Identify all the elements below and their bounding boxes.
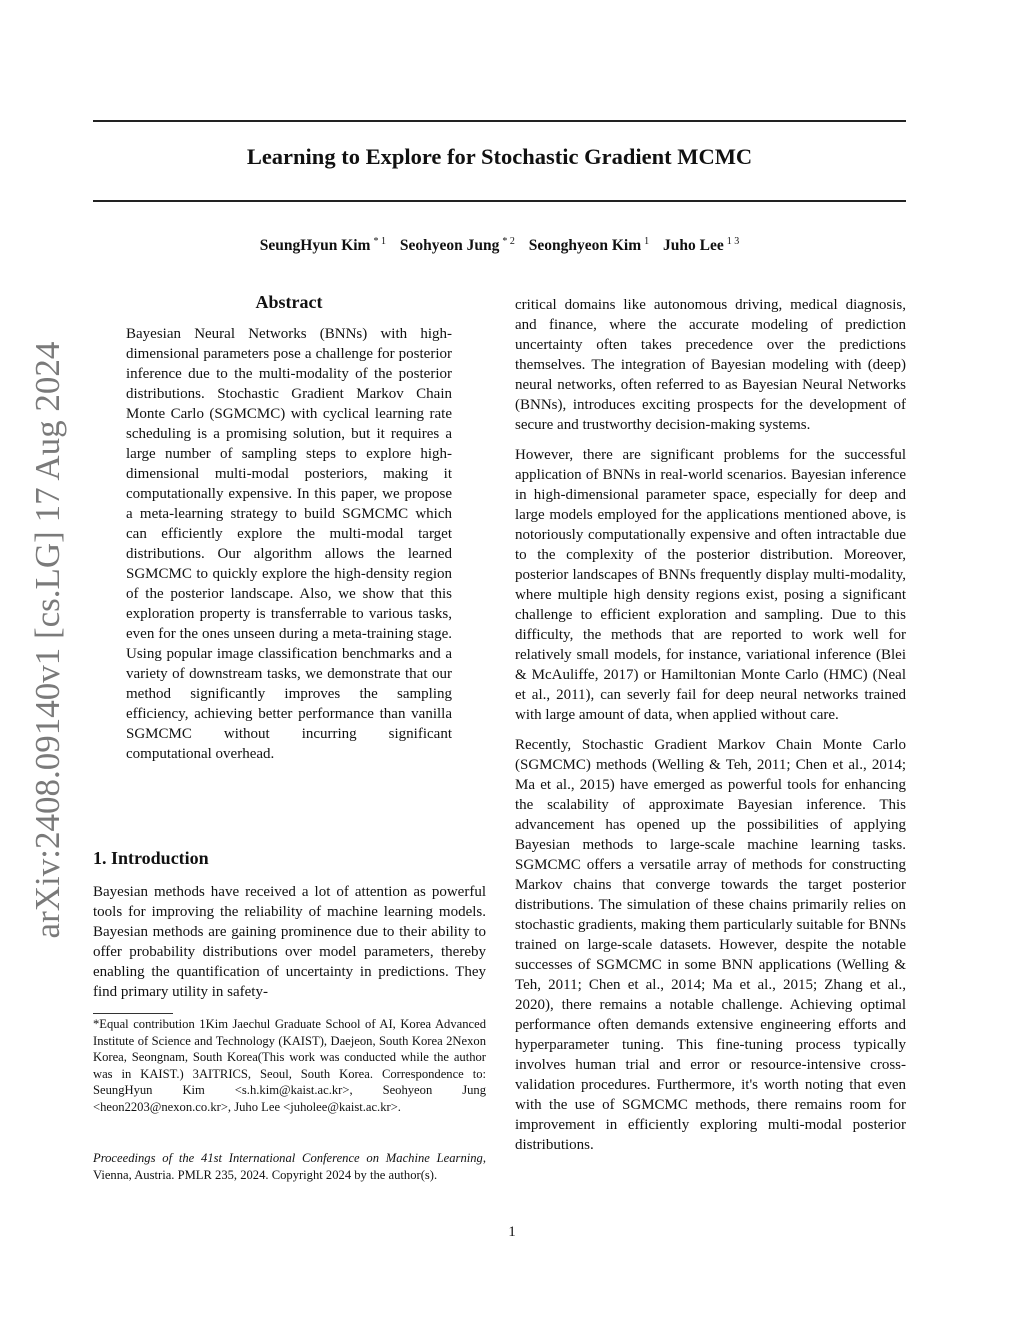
author-1: SeungHyun Kim $^{* 1}$ [259, 236, 386, 255]
proceedings-venue: Proceedings of the 41st International Conference on Machine Learning [93, 1151, 483, 1165]
top-rule [93, 120, 906, 122]
introduction-heading: 1. Introduction [93, 848, 209, 868]
right-paragraph-2: However, there are significant problems for the successful application of BNNs in real-world scenarios. Bayesian inference in high-dimensional parameter space, especially for deep and large models employed for the applications mentioned above, is notoriously computationally expensive and often intractable due to the complexity of the posterior distribution. Moreover, posterior landscapes of BNNs frequently display multi-modality, where multiple high density regions exist, posing a significant challenge to efficient exploration and sampling. Due to this difficulty, the methods that are reported to work well for relatively small models, for instance, variational inference (Blei & McAuliffe, 2017) or Hamiltonian Monte Carlo (HMC) (Neal et al., 2011), can severly fail for deep neural networks trained with large amount of data, when applied without care. [515, 447, 906, 723]
author-3: Seonghyeon Kim $^1$ [528, 236, 650, 255]
author-4: Juho Lee $^{1 3}$ [662, 236, 740, 255]
bottom-rule [93, 200, 906, 202]
paper-title: Learning to Explore for Stochastic Gradient MCMC [246, 144, 753, 169]
page-number: 1 [508, 1224, 516, 1240]
author-list [93, 236, 906, 255]
abstract-text: Bayesian Neural Networks (BNNs) with high-dimensional parameters pose a challenge for posterior inference due to the multi-modality of the posterior distributions. Stochastic Gradient Markov Chain Monte Carlo (SGMCMC) with cyclical learning rate scheduling is a promising solution, but it requires a large number of sampling steps to explore high-dimensional multi-modal posteriors, making it computationally expensive. In this paper, we propose a meta-learning strategy to build SGMCMC which can efficiently explore the multi-modal target distributions. Our algorithm allows the learned SGMCMC to quickly explore the high-density region of the posterior landscape. Also, we show that this exploration property is transferrable to various tasks, even for the ones unseen during a meta-training stage. Using popular image classification benchmarks and a variety of downstream tasks, we demonstrate that our method significantly improves the sampling efficiency, achieving better performance than vanilla SGMCMC without incurring significant computational overhead. [126, 326, 452, 762]
introduction-text: Bayesian methods have received a lot of attention as powerful tools for improving the reliability of machine learning models. Bayesian methods are gaining prominence due to their ability to offer probability distributions over model parameters, thereby enabling the quantification of uncertainty in predictions. They find primary utility in safety- [93, 884, 486, 1000]
author-2: Seohyeon Jung $^{* 2}$ [399, 236, 515, 255]
affiliation-footnote: *Equal contribution 1Kim Jaechul Graduate School of AI, Korea Advanced Institute of Science and Technology (KAIST), Daejeon, South Korea 2Nexon Korea, Seongnam, South Korea(This work was conducted while the author was in KAIST.) 3AITRICS, Seoul, South Korea. Correspondence to: SeungHyun Kim <s.h.kim@kaist.ac.kr>, Seohyeon Jung <heon2203@nexon.co.kr>, Juho Lee <juholee@kaist.ac.kr>. [93, 1017, 486, 1114]
introduction-section [93, 848, 486, 1002]
abstract-section [126, 292, 452, 764]
right-column [515, 295, 906, 1155]
proceedings-details: , Vienna, Austria. PMLR 235, 2024. Copyright 2024 by the author(s). [93, 1151, 486, 1182]
proceedings-note [93, 1150, 486, 1183]
right-paragraph-1: critical domains like autonomous driving, medical diagnosis, and finance, where the accurate modeling of prediction uncertainty often takes precedence over the predictions themselves. The integration of Bayesian modeling with (deep) neural networks, often referred to as Bayesian Neural Networks (BNNs), introduces exciting prospects for the development of secure and trustworthy decision-making systems. [515, 297, 906, 433]
arxiv-identifier: arXiv:2408.09140v1 [cs.LG] 17 Aug 2024 [28, 341, 67, 939]
right-paragraph-3: Recently, Stochastic Gradient Markov Chain Monte Carlo (SGMCMC) methods (Welling & Teh, 2011; Chen et al., 2014; Ma et al., 2015) have emerged as powerful tools for enhancing the scalability of approximate Bayesian inference. This advancement has opened up the possibilities of applying Bayesian methods to large-scale machine learning tasks. SGMCMC offers a versatile array of methods for constructing Markov chains that converge towards the target posterior distributions. The simulation of these chains primarily relies on stochastic gradients, making them particularly suitable for BNNs trained on large-scale datasets. However, despite the notable successes of SGMCMC in some BNN applications (Welling & Teh, 2011; Chen et al., 2014; Ma et al., 2015; Zhang et al., 2020), there remains a notable challenge. Achieving optimal performance often demands extensive engineering efforts and hyperparameter tuning. This fine-tuning process typically involves human trial and error or resource-intensive cross-validation procedures. Furthermore, it's worth noting that even with the use of SGMCMC methods, there remains room for improvement in efficiently exploring multi-modal posterior distributions. [515, 737, 906, 1153]
footnote-rule [93, 1013, 173, 1014]
abstract-heading: Abstract [255, 292, 323, 312]
